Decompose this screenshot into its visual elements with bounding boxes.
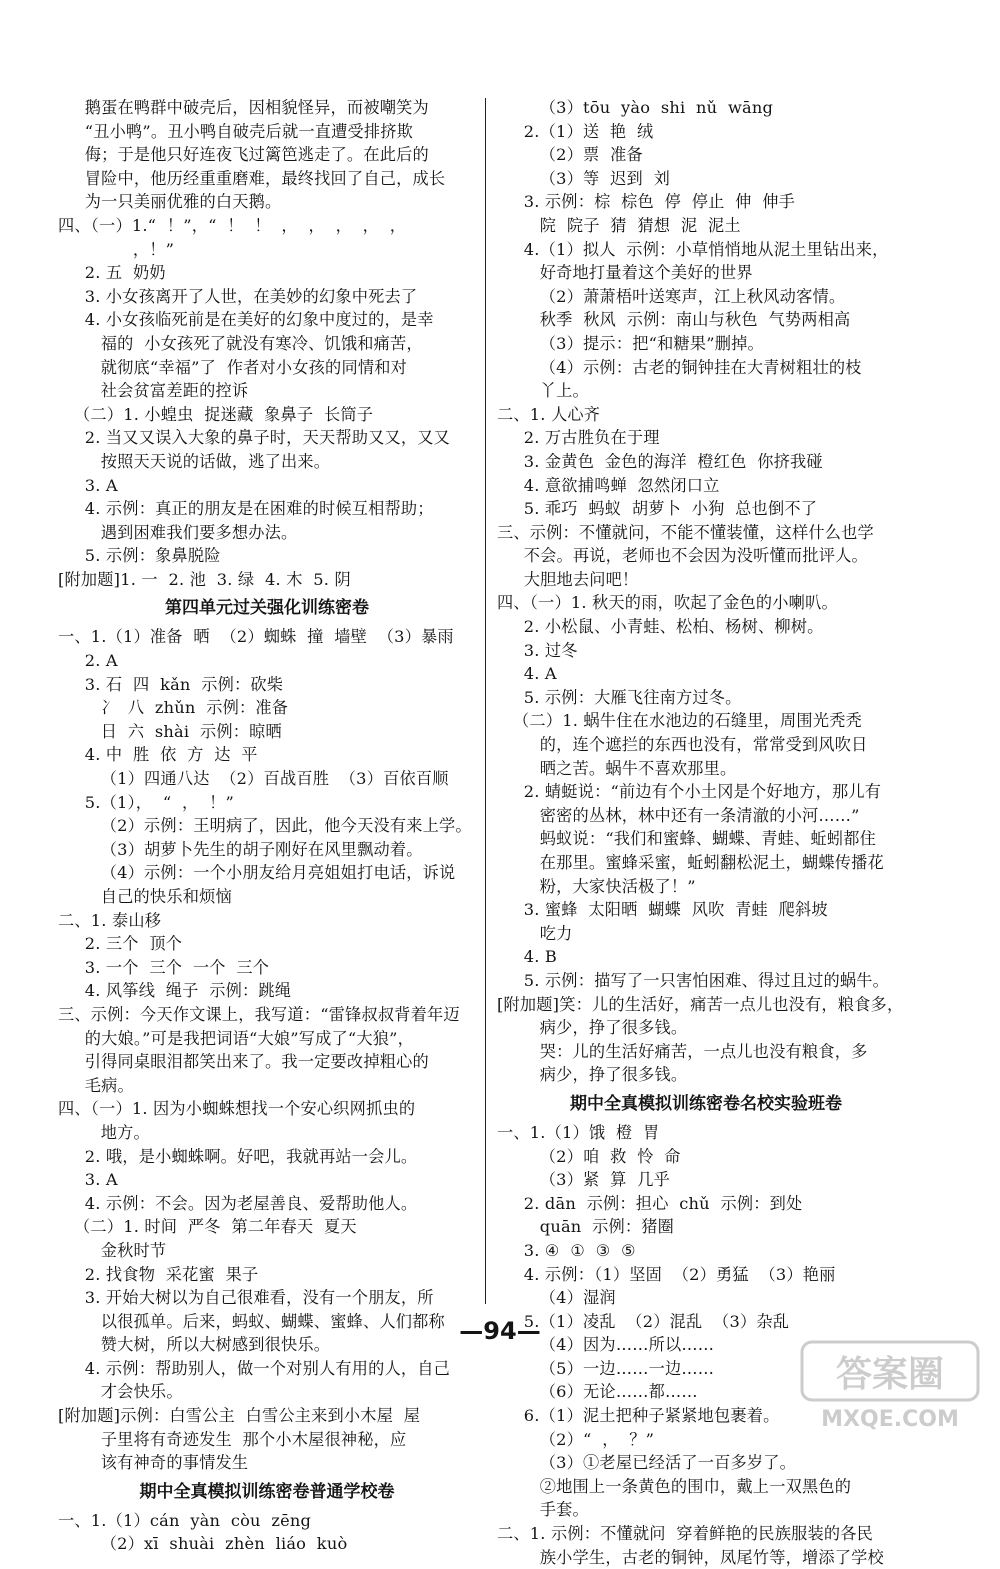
column-divider: [485, 98, 486, 1304]
answer-line: 2. 万古胜负在于理: [497, 428, 660, 448]
section-heading: 期中全真模拟训练密卷普通学校卷: [139, 1481, 395, 1502]
answer-line: 病少，挣了很多钱。: [497, 1065, 688, 1085]
answer-line: 在那里。蜜蜂采蜜，蚯蚓翻松泥土，蝴蝶传播花: [497, 853, 884, 872]
answer-line: [附加题]笑：儿的生活好，痛苦一点儿也没有，粮食多，: [497, 994, 904, 1014]
answer-line: （1）四通八达 （2）百战百胜 （3）百依百顺: [58, 769, 449, 789]
answer-line: 四、（一）1.“ ！”，“ ！ ！ ， ， ， ， ，: [58, 215, 407, 235]
answer-line: （二）1. 蜗牛住在水池边的石缝里，周围光秃秃: [497, 711, 862, 731]
answer-line: 6.（1）泥土把种子紧紧地包裹着。: [497, 1406, 780, 1426]
answer-line: 4. 示例：帮助别人，做一个对别人有用的人，自己: [58, 1358, 451, 1378]
section-heading: 第四单元过关强化训练密卷: [165, 598, 369, 619]
answer-line: 院 院子 猜 猜想 泥 泥土: [497, 215, 741, 235]
answer-line: [附加题]示例：白雪公主 白雪公主来到小木屋 屋: [58, 1406, 421, 1426]
answer-line: 吃力: [497, 923, 573, 943]
answer-line: 5. 示例：描写了一只害怕困难、得过且过的蜗牛。: [497, 970, 890, 990]
answer-line: 4. 示例：（1）坚固 （2）勇猛 （3）艳丽: [497, 1264, 836, 1284]
answer-line: 一、1.（1）饿 橙 胃: [497, 1122, 660, 1142]
answer-line: （3）提示：把“和糖果”删掉。: [497, 333, 764, 353]
answer-line: 三、示例：今天作文课上，我写道：“雷锋叔叔背着年迈: [58, 1004, 460, 1024]
answer-line: （二）1. 时间 严冬 第二年春天 夏天: [58, 1217, 357, 1237]
answer-line: 族小学生，古老的铜钟，凤尾竹等，增添了学校: [497, 1547, 884, 1567]
answer-line: 3. ④ ① ③ ⑤: [497, 1240, 636, 1260]
answer-line: 毛病。: [58, 1075, 134, 1095]
answer-line: 2. 小松鼠、小青蛙、松柏、杨树、柳树。: [497, 617, 824, 637]
answer-line: 一、1.（1）cán yàn còu zēng: [58, 1510, 312, 1530]
answer-line: 冫 八 zhǔn 示例：准备: [58, 698, 289, 718]
answer-line: 遇到困难我们要多想办法。: [58, 522, 298, 542]
answer-line: 不会。再说，老师也不会因为没听懂而批评人。: [497, 546, 868, 566]
answer-line: 5. 示例：象鼻脱险: [58, 546, 221, 566]
page-number: —94—: [459, 1317, 541, 1345]
answer-line: 自己的快乐和烦恼: [58, 887, 232, 906]
answer-line: 四、（一）1. 因为小蜘蛛想找一个安心织网抓虫的: [58, 1099, 416, 1119]
answer-line: 按照天天说的话做，逃了出来。: [58, 451, 331, 471]
answer-line: 5. 乖巧 蚂蚁 胡萝卜 小狗 总也倒不了: [497, 499, 818, 519]
answer-line: 2. 找食物 采花蜜 果子: [58, 1264, 259, 1284]
answer-line: 4. 中 胜 依 方 达 平: [58, 745, 258, 765]
answer-line: 二、1. 人心齐: [497, 404, 601, 424]
watermark-title: 答案圈: [835, 1354, 945, 1395]
answer-line: 病少，挣了很多钱。: [497, 1018, 688, 1038]
answer-line: 4.（1）拟人 示例：小草悄悄地从泥土里钻出来，: [497, 239, 889, 259]
answer-line: 4. 示例：不会。因为老屋善良、爱帮助他人。: [58, 1193, 418, 1213]
answer-line: 地方。: [58, 1122, 150, 1142]
answer-line: 粉，大家快活极了！”: [497, 876, 696, 896]
answer-line: 该有神奇的事情发生: [58, 1453, 249, 1473]
watermark-domain: MXQE.COM: [821, 1407, 959, 1432]
answer-line: 3. 小女孩离开了人世，在美妙的幻象中死去了: [58, 286, 418, 306]
answer-line: 金秋时节: [58, 1240, 167, 1260]
answer-line: 3. 过冬: [497, 640, 578, 660]
answer-line: 三、示例：不懂就问，不能不懂装懂，这样什么也学: [497, 522, 874, 542]
answer-line: 3. 一个 三个 一个 三个: [58, 957, 270, 977]
answer-line: 晒之苦。蜗牛不喜欢那里。: [497, 758, 737, 778]
answer-line: 4. 小女孩临死前是在美好的幻象中度过的，是幸: [58, 310, 434, 330]
answer-line: 2. 五 奶奶: [58, 263, 166, 283]
answer-line: 四、（一）1. 秋天的雨，吹起了金色的小喇叭。: [497, 593, 838, 613]
answer-line: 2. dān 示例：担心 chǔ 示例：到处: [497, 1193, 803, 1213]
answer-line: 鹅蛋在鸭群中破壳后，因相貌怪异，而被嘲笑为: [58, 98, 429, 117]
answer-line: 4. 风筝线 绳子 示例：跳绳: [58, 981, 292, 1001]
answer-line: 2. 三个 顶个: [58, 934, 183, 954]
answer-line: （3）①老屋已经活了一百多岁了。: [497, 1453, 797, 1473]
answer-line: ，！”: [58, 239, 175, 259]
answer-line: （2）票 准备: [497, 145, 643, 165]
answer-line: 福的 小女孩死了就没有寒冷、饥饿和痛苦，: [58, 333, 423, 353]
answer-line: （3）tōu yào shi nǔ wāng: [497, 98, 774, 117]
answer-line: 2.（1）送 艳 绒: [497, 121, 654, 141]
answer-line: 社会贫富差距的控诉: [58, 381, 249, 401]
answer-line: （6）无论……都……: [497, 1382, 698, 1402]
section-heading: 期中全真模拟训练密卷名校实验班卷: [570, 1093, 842, 1114]
answer-line: （4）湿润: [497, 1288, 616, 1308]
answer-line: （2）示例：王明病了，因此，他今天没有来上学。: [58, 816, 472, 836]
answer-line: 5.（1）凌乱 （2）混乱 （3）杂乱: [497, 1311, 790, 1331]
watermark-logo: [800, 1340, 980, 1432]
answer-line: 日 六 shài 示例：晾晒: [58, 721, 282, 741]
answer-line: 好奇地打量着这个美好的世界: [497, 263, 753, 283]
answer-line: 大胆地去问吧！: [497, 569, 639, 589]
answer-line: 5.（1）， “ ， ！”: [58, 792, 234, 812]
answer-line: 3. 蜜蜂 太阳晒 蝴蝶 风吹 青蛙 爬斜坡: [497, 900, 828, 920]
answer-line: 为一只美丽优雅的白天鹅。: [58, 192, 282, 212]
answer-line: 4. A: [497, 664, 557, 684]
answer-line: 的，连个遮拦的东西也没有，常常受到风吹日: [497, 735, 868, 755]
answer-line: 二、1. 示例：不懂就问 穿着鲜艳的民族服装的各民: [497, 1524, 874, 1544]
answer-line: （3）紧 算 几乎: [497, 1170, 670, 1190]
answer-line: 蚂蚁说：“我们和蜜蜂、蝴蝶、青蛙、蚯蚓都住: [497, 829, 876, 849]
answer-line: （4）因为……所以……: [497, 1335, 715, 1355]
answer-line: 3. 石 四 kǎn 示例：砍柴: [58, 674, 284, 694]
answer-line: （二）1. 小蝗虫 捉迷藏 象鼻子 长筒子: [58, 404, 374, 424]
answer-line: 侮；于是他只好连夜飞过篱笆逃走了。在此后的: [58, 145, 429, 165]
answer-line: 2. 哦，是小蜘蛛啊。好吧，我就再站一会儿。: [58, 1146, 418, 1166]
answer-line: （4）示例：一个小朋友给月亮姐姐打电话，诉说: [58, 863, 456, 883]
answer-line: 4. 示例：真正的朋友是在困难的时候互相帮助；: [58, 499, 434, 519]
answer-line: （2）“ ， ？”: [497, 1429, 655, 1449]
answer-line: 引得同桌眼泪都笑出来了。我一定要改掉粗心的: [58, 1052, 429, 1072]
answer-line: [附加题]1. 一 2. 池 3. 绿 4. 木 5. 阴: [58, 569, 351, 589]
answer-line: 才会快乐。: [58, 1382, 183, 1402]
answer-line: 就彻底“幸福”了 作者对小女孩的同情和对: [58, 357, 407, 377]
answer-line: （2）萧萧梧叶送寒声，江上秋风动客情。: [497, 286, 846, 306]
answer-line: 3. 开始大树以为自己很难看，没有一个朋友，所: [58, 1288, 434, 1308]
answer-line: 二、1. 泰山移: [58, 910, 162, 930]
answer-line: 2. 当又又误入大象的鼻子时，天天帮助又又，又又: [58, 428, 451, 448]
answer-line: 赞大树，所以大树感到很快乐。: [58, 1335, 331, 1355]
answer-line: 密密的丛林，林中还有一条清澈的小河……”: [497, 805, 860, 825]
answer-line: quān 示例：猪圈: [497, 1217, 675, 1237]
answer-line: 3. A: [58, 1170, 118, 1190]
answer-line: 一、1.（1）准备 晒 （2）蜘蛛 撞 墙壁 （3）暴雨: [58, 627, 454, 647]
answer-line: 以很孤单。后来，蚂蚁、蝴蝶、蜜蜂、人们都称: [58, 1311, 445, 1331]
answer-line: （3）胡萝卜先生的胡子刚好在风里飘动着。: [58, 839, 423, 859]
answer-line: 的大娘。”可是我把词语“大娘”写成了“大狼”，: [58, 1028, 414, 1048]
answer-line: 秋季 秋风 示例：南山与秋色 气势两相高: [497, 310, 851, 330]
answer-line: 3. A: [58, 475, 118, 495]
answer-line: 4. 意欲捕鸣蝉 忽然闭口立: [497, 475, 720, 495]
answer-line: 5. 示例：大雁飞往南方过冬。: [497, 687, 742, 707]
answer-line: “丑小鸭”。丑小鸭自破壳后就一直遭受排挤欺: [58, 121, 414, 141]
answer-line: （3）等 迟到 刘: [497, 168, 670, 188]
answer-line: 哭：儿的生活好痛苦，一点儿也没有粮食，多: [497, 1041, 868, 1061]
answer-line: 3. 示例：棕 棕色 停 停止 伸 伸手: [497, 192, 796, 212]
answer-line: 冒险中，他历经重重磨难，最终找回了自己，成长: [58, 168, 446, 188]
answer-line: 2. A: [58, 651, 118, 671]
answer-line: ②地围上一条黄色的围巾，戴上一双黑色的: [497, 1476, 852, 1496]
answer-line: （2）咱 救 怜 命: [497, 1146, 681, 1166]
answer-line: （2）xī shuài zhèn liáo kuò: [58, 1534, 348, 1554]
answer-line: 子里将有奇迹发生 那个小木屋很神秘，应: [58, 1429, 407, 1449]
answer-line: 4. B: [497, 947, 558, 967]
answer-line: 手套。: [497, 1500, 589, 1520]
answer-line: （5）一边……一边……: [497, 1358, 715, 1378]
answer-line: 3. 金黄色 金色的海洋 橙红色 你挤我碰: [497, 451, 823, 471]
answer-line: （4）示例：古老的铜钟挂在大青树粗壮的枝: [497, 357, 862, 377]
answer-line: 2. 蜻蜓说：“前边有个小土冈是个好地方，那儿有: [497, 782, 882, 802]
answer-line: 丫上。: [497, 381, 589, 401]
